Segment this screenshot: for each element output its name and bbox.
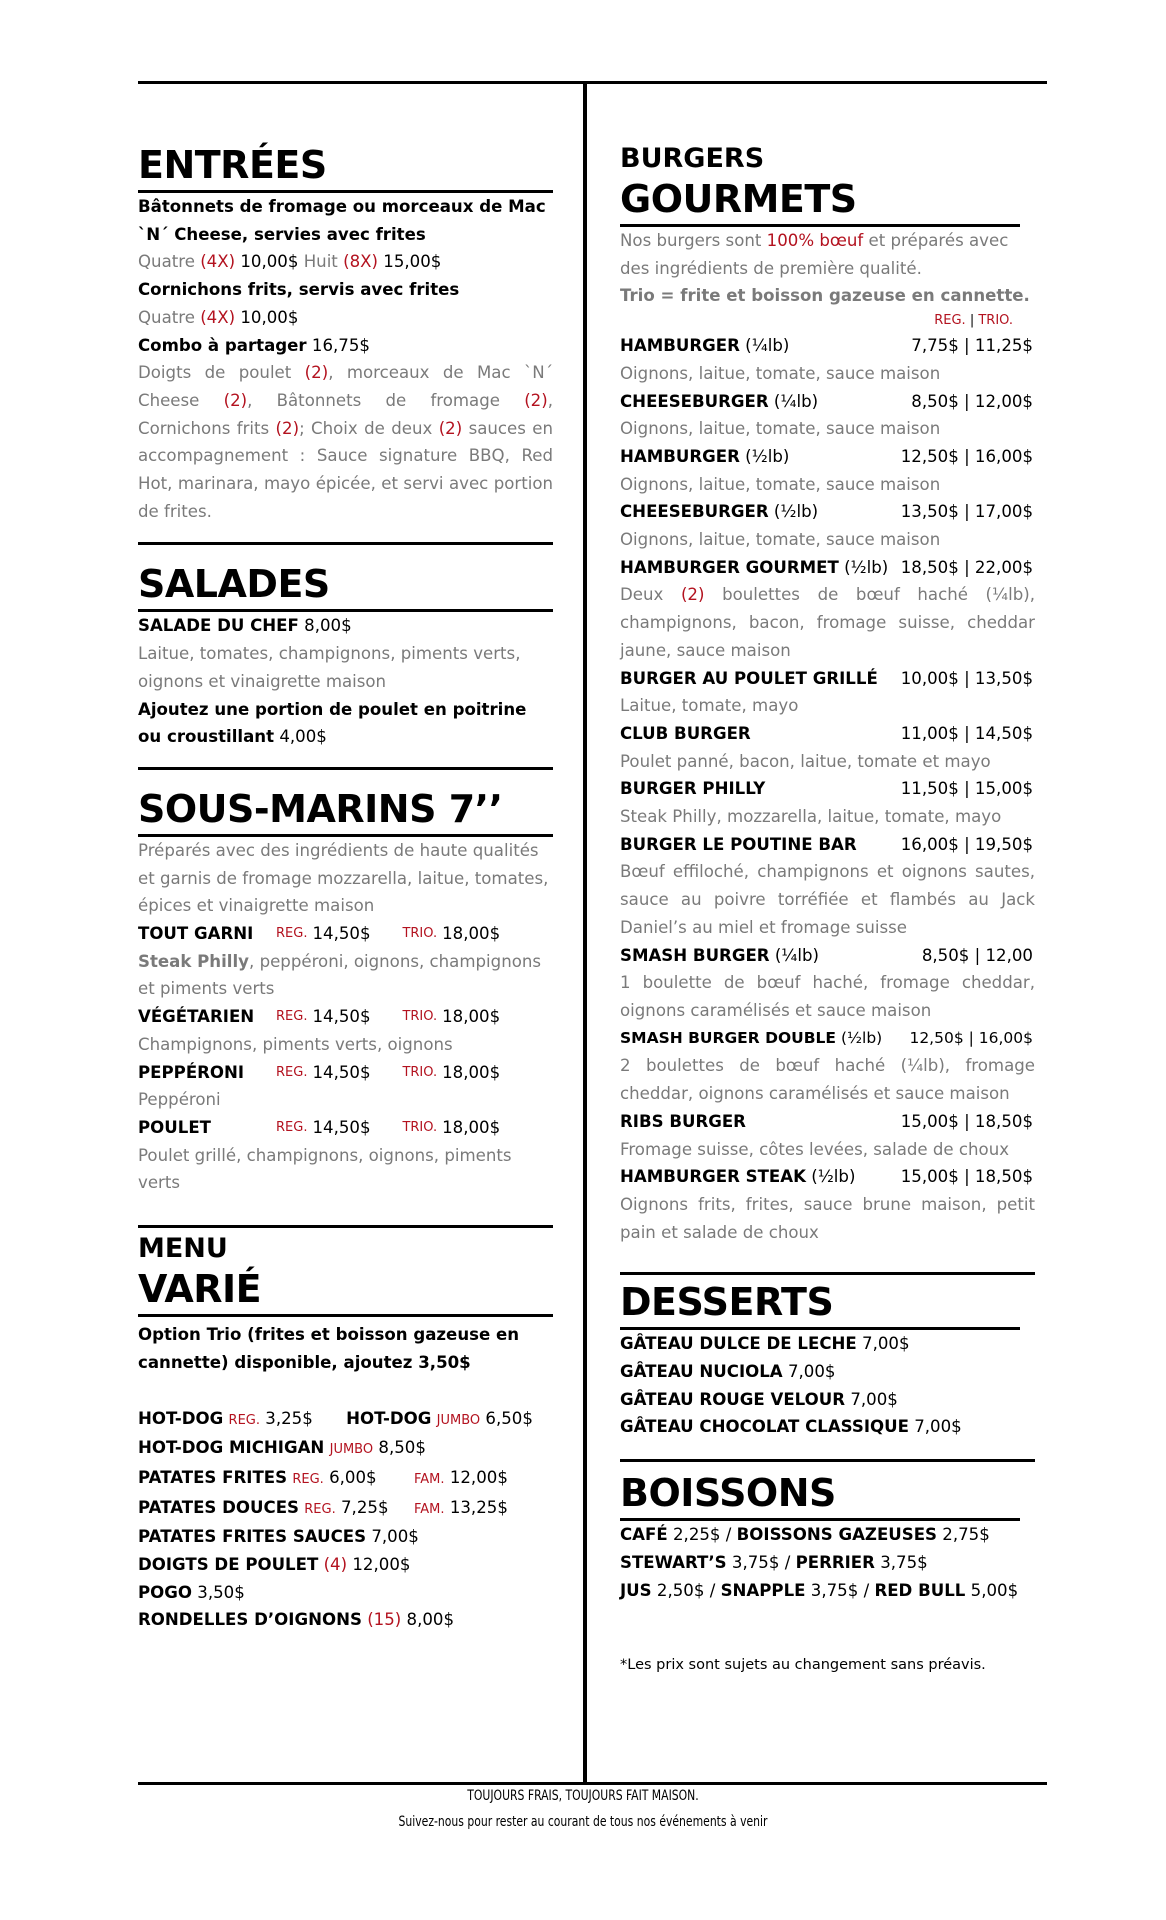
burger-label bbox=[620, 554, 888, 582]
sub-item-row bbox=[138, 1059, 553, 1087]
burger-row bbox=[620, 1025, 1035, 1053]
item-name: TOUT GARNI bbox=[138, 924, 254, 944]
desc-text: Steak Philly, mozzarella, laitue, tomate, mayo bbox=[620, 807, 1002, 827]
burger-name: RIBS BURGER bbox=[620, 1111, 746, 1131]
burger-desc bbox=[620, 692, 1035, 720]
burger-desc bbox=[620, 1191, 1035, 1246]
desc-text: Oignons, laitue, tomate, sauce maison bbox=[620, 474, 941, 494]
burger-price: 11,50$ | 15,00$ bbox=[900, 779, 1033, 799]
trio-price: 18,00$ bbox=[442, 924, 501, 944]
burger-desc bbox=[620, 1052, 1035, 1107]
item-name: PATATES FRITES SAUCES bbox=[138, 1527, 367, 1547]
burger-label bbox=[620, 1163, 855, 1191]
desserts-list bbox=[620, 1330, 1035, 1441]
burger-label bbox=[620, 775, 765, 803]
desserts-title: DESSERTS bbox=[620, 1280, 834, 1325]
trio-label: TRIO. bbox=[402, 1009, 438, 1025]
item-qty: (15) bbox=[367, 1610, 402, 1630]
separator: | bbox=[969, 313, 975, 329]
item-name: SALADE DU CHEF bbox=[138, 616, 299, 636]
desc-part: , Cornichons frits bbox=[138, 390, 553, 438]
desc-count: (2) bbox=[438, 418, 463, 438]
drink-name: PERRIER bbox=[795, 1552, 875, 1572]
center-divider bbox=[583, 84, 587, 1784]
left-column bbox=[138, 142, 553, 1634]
trio-price: 18,00$ bbox=[442, 1117, 501, 1137]
burger-row bbox=[620, 665, 1035, 693]
dessert-row bbox=[620, 1358, 1035, 1386]
drink-name: CAFÉ bbox=[620, 1525, 668, 1545]
burger-row bbox=[620, 554, 1035, 582]
burger-label bbox=[620, 443, 789, 471]
sousmarins-intro: Préparés avec des ingrédients de haute qualités et garnis de fromage mozzarella, laitue, tomates, épices et vinaigrette maison bbox=[138, 840, 549, 916]
trio-label: TRIO. bbox=[402, 1119, 438, 1135]
hotdog-row bbox=[138, 1405, 553, 1435]
burger-row bbox=[620, 720, 1035, 748]
doigts-row bbox=[138, 1551, 553, 1579]
desc-count: (2) bbox=[223, 390, 248, 410]
dessert-price: 7,00$ bbox=[850, 1389, 898, 1409]
item-price: 3,50$ bbox=[197, 1582, 245, 1602]
desc-part: Doigts de poulet bbox=[138, 363, 305, 383]
burger-row bbox=[620, 775, 1035, 803]
burger-name: BURGER PHILLY bbox=[620, 779, 766, 799]
burger-price: 7,75$ | 11,25$ bbox=[911, 336, 1033, 356]
footer-follow: Suivez-nous pour rester au courant de tous nos événements à venir bbox=[398, 1814, 768, 1830]
boissons-title: BOISSONS bbox=[620, 1471, 836, 1516]
item-price: 6,50$ bbox=[485, 1408, 533, 1428]
desc-count: (2) bbox=[524, 390, 548, 410]
entrees-item2-name: Cornichons frits, servis avec frites bbox=[138, 280, 460, 300]
burger-size: (½lb) bbox=[739, 446, 790, 466]
dessert-name: GÂTEAU ROUGE VELOUR bbox=[620, 1389, 846, 1409]
dessert-name: GÂTEAU CHOCOLAT CLASSIQUE bbox=[620, 1417, 909, 1437]
item-price: 3,25$ bbox=[265, 1408, 313, 1428]
footer bbox=[0, 1783, 1166, 1835]
burger-size: (½lb) bbox=[836, 1028, 883, 1047]
burger-row bbox=[620, 942, 1035, 970]
section-divider bbox=[138, 1225, 553, 1228]
reg-label: REG. bbox=[276, 1009, 308, 1025]
item-name: HOT-DOG bbox=[346, 1408, 432, 1428]
burger-size: (¼lb) bbox=[768, 391, 819, 411]
burger-desc bbox=[620, 803, 1035, 831]
item-name: PEPPÉRONI bbox=[138, 1062, 245, 1082]
section-divider bbox=[138, 542, 553, 545]
item-name: PATATES FRITES bbox=[138, 1467, 288, 1487]
item-name: HOT-DOG MICHIGAN bbox=[138, 1438, 325, 1458]
trio-option: Option Trio (frites et boisson gazeuse en cannette) disponible, ajoutez 3,50$ bbox=[138, 1325, 520, 1372]
burger-name: CLUB BURGER bbox=[620, 723, 751, 743]
desc-text: 1 boulette de bœuf haché, fromage cheddar, oignons caramélisés et sauce maison bbox=[620, 973, 1035, 1020]
trio-label: TRIO. bbox=[402, 926, 438, 942]
desc-text: Poulet panné, bacon, laitue, tomate et mayo bbox=[620, 751, 991, 771]
burger-size: (½lb) bbox=[805, 1167, 856, 1187]
burger-name: CHEESEBURGER bbox=[620, 391, 769, 411]
item-price: 12,00$ bbox=[449, 1467, 508, 1487]
separator: / bbox=[725, 1525, 732, 1545]
item-qty: (4) bbox=[323, 1555, 348, 1575]
burgers-section bbox=[620, 142, 1035, 1246]
item-desc bbox=[138, 1142, 553, 1197]
sauces-row bbox=[138, 1523, 553, 1551]
boissons-row-3 bbox=[620, 1577, 1035, 1605]
desc-count: (2) bbox=[680, 585, 705, 605]
salade-addon bbox=[138, 696, 553, 751]
drink-price: 3,75$ bbox=[880, 1552, 928, 1572]
burger-size: (¼lb) bbox=[739, 336, 790, 356]
desc-count: (2) bbox=[304, 363, 329, 383]
desc-part: sauces en accompagnement : Sauce signature BBQ, Red Hot, marinara, mayo épicée, et servi avec portion de frites. bbox=[138, 418, 553, 521]
reg-label: REG. bbox=[276, 1064, 308, 1080]
sub-item-row bbox=[138, 1114, 553, 1142]
right-column bbox=[620, 142, 1035, 1676]
item-desc bbox=[138, 948, 553, 1003]
entrees-item2-prices bbox=[138, 304, 553, 332]
burgers-column-header bbox=[620, 310, 1035, 332]
burgers-trio-note: Trio = frite et boisson gazeuse en cannette. bbox=[620, 286, 1030, 306]
boissons-row-1 bbox=[620, 1521, 1035, 1549]
qty-word: Huit bbox=[303, 252, 338, 272]
sousmarins-section bbox=[138, 786, 553, 1197]
top-rule bbox=[138, 81, 1047, 84]
reg-label: REG. bbox=[276, 926, 308, 942]
burger-desc bbox=[620, 748, 1035, 776]
desc-count: (2) bbox=[275, 418, 300, 438]
separator: / bbox=[709, 1580, 716, 1600]
reg-price: 14,50$ bbox=[312, 1007, 371, 1027]
trio-label: TRIO. bbox=[402, 1064, 438, 1080]
burger-name: SMASH BURGER DOUBLE bbox=[620, 1028, 837, 1047]
size-label: REG. bbox=[228, 1412, 260, 1428]
burger-label bbox=[620, 332, 789, 360]
burger-row bbox=[620, 1108, 1035, 1136]
burger-name: HAMBURGER bbox=[620, 336, 740, 356]
drink-name: SNAPPLE bbox=[720, 1580, 806, 1600]
item-name: POULET bbox=[138, 1117, 211, 1137]
price: 15,00$ bbox=[383, 252, 442, 272]
item-price: 7,00$ bbox=[371, 1527, 419, 1547]
burger-label bbox=[620, 665, 878, 693]
combo-title bbox=[138, 332, 553, 360]
item-name: PATATES DOUCES bbox=[138, 1497, 299, 1517]
burger-desc bbox=[620, 581, 1035, 664]
item-price: 6,00$ bbox=[329, 1467, 377, 1487]
item-name: HOT-DOG bbox=[138, 1408, 224, 1428]
burger-row bbox=[620, 1163, 1035, 1191]
dessert-price: 7,00$ bbox=[862, 1334, 910, 1354]
desc-part: , Bâtonnets de fromage bbox=[247, 390, 525, 410]
desc-text: Oignons, laitue, tomate, sauce maison bbox=[620, 530, 941, 550]
michigan-row bbox=[138, 1434, 553, 1464]
sub-item-row bbox=[138, 1003, 553, 1031]
salade-chef bbox=[138, 612, 553, 640]
size-label: REG. bbox=[304, 1501, 336, 1517]
entrees-item1-name: Bâtonnets de fromage ou morceaux de Mac `N´ Cheese, servies avec frites bbox=[138, 197, 546, 244]
burger-size: (¼lb) bbox=[769, 945, 820, 965]
menu-varie-title-underline bbox=[138, 1314, 553, 1317]
burger-label bbox=[620, 720, 751, 748]
intro-highlight: 100% bœuf bbox=[766, 231, 864, 250]
burger-name: BURGER AU POULET GRILLÉ bbox=[620, 668, 878, 688]
separator: / bbox=[784, 1552, 791, 1572]
reg-price: 14,50$ bbox=[312, 1117, 371, 1137]
burger-label bbox=[620, 942, 819, 970]
burger-label bbox=[620, 388, 818, 416]
burger-name: HAMBURGER GOURMET bbox=[620, 557, 839, 577]
burger-desc bbox=[620, 471, 1035, 499]
dessert-name: GÂTEAU NUCIOLA bbox=[620, 1362, 783, 1382]
addon-text: Ajoutez une portion de poulet en poitrine ou croustillant bbox=[138, 699, 527, 747]
burgers-intro bbox=[620, 227, 1035, 282]
burger-row bbox=[620, 388, 1035, 416]
burger-desc bbox=[620, 526, 1035, 554]
burger-row bbox=[620, 443, 1035, 471]
dessert-row bbox=[620, 1386, 1035, 1414]
item-price: 8,50$ bbox=[378, 1438, 426, 1458]
price-note: *Les prix sont sujets au changement sans préavis. bbox=[620, 1657, 986, 1674]
reg-price: 14,50$ bbox=[312, 1062, 371, 1082]
burger-desc bbox=[620, 415, 1035, 443]
boissons-section bbox=[620, 1470, 1035, 1604]
burger-price: 10,00$ | 13,50$ bbox=[900, 668, 1033, 688]
pogo-row bbox=[138, 1579, 553, 1607]
item-name: DOIGTS DE POULET bbox=[138, 1555, 319, 1575]
entrees-item1-prices bbox=[138, 248, 553, 276]
desc-text: 2 boulettes de bœuf haché (¼lb), fromage cheddar, oignons caramélisés et sauce maison bbox=[620, 1056, 1035, 1104]
entrees-section bbox=[138, 142, 553, 525]
desc-bold: Steak Philly bbox=[138, 951, 250, 971]
desc-text: Fromage suisse, côtes levées, salade de choux bbox=[620, 1139, 1010, 1159]
drink-price: 3,75$ bbox=[731, 1552, 780, 1572]
desc-text: Oignons, laitue, tomate, sauce maison bbox=[620, 419, 941, 439]
dessert-row bbox=[620, 1330, 1035, 1358]
drink-name: JUS bbox=[620, 1580, 652, 1600]
desc-part: , morceaux de Mac `N´ Cheese bbox=[138, 363, 553, 410]
desc-text: Poulet grillé, champignons, oignons, piments verts bbox=[138, 1145, 512, 1193]
drink-price: 5,00$ bbox=[970, 1580, 1019, 1600]
burgers-small-title: BURGERS bbox=[620, 143, 765, 174]
item-price: 12,00$ bbox=[352, 1555, 411, 1575]
qty-word: Quatre bbox=[138, 252, 195, 272]
drink-price: 3,75$ bbox=[810, 1580, 859, 1600]
combo-name: Combo à partager bbox=[138, 335, 307, 355]
size-label: JUMBO bbox=[436, 1412, 481, 1428]
separator: / bbox=[863, 1580, 870, 1600]
sousmarins-list bbox=[138, 920, 553, 1197]
burgers-title: GOURMETS bbox=[620, 177, 857, 221]
reg-label: REG. bbox=[276, 1119, 308, 1135]
sousmarins-title: SOUS-MARINS 7’’ bbox=[138, 786, 503, 831]
item-name: VÉGÉTARIEN bbox=[138, 1007, 255, 1027]
burger-name: SMASH BURGER bbox=[620, 945, 770, 965]
douces-row bbox=[138, 1494, 553, 1524]
drink-price: 2,25$ bbox=[672, 1525, 721, 1545]
menu-varie-small-title: MENU bbox=[138, 1233, 228, 1265]
combo-price: 16,75$ bbox=[311, 335, 370, 355]
burger-price: 8,50$ | 12,00 bbox=[921, 945, 1033, 965]
menu-varie-title: VARIÉ bbox=[138, 1267, 262, 1312]
desc-text: Laitue, tomate, mayo bbox=[620, 696, 799, 716]
menu-varie-section bbox=[138, 1232, 553, 1634]
footer-tagline: TOUJOURS FRAIS, TOUJOURS FAIT MAISON. bbox=[467, 1788, 699, 1804]
section-divider bbox=[138, 767, 553, 770]
desc-text: Champignons, piments verts, oignons bbox=[138, 1034, 453, 1054]
reg-price: 14,50$ bbox=[312, 924, 371, 944]
desserts-section bbox=[620, 1279, 1035, 1441]
item-desc bbox=[138, 1031, 553, 1059]
burger-size: (½lb) bbox=[768, 502, 819, 522]
burger-label bbox=[620, 1025, 882, 1053]
dessert-price: 7,00$ bbox=[914, 1417, 962, 1437]
drink-price: 2,75$ bbox=[942, 1525, 990, 1545]
desc-text: Oignons frits, frites, sauce brune maison, petit pain et salade de choux bbox=[620, 1194, 1035, 1242]
trio-label: TRIO. bbox=[978, 313, 1013, 329]
burger-row bbox=[620, 332, 1035, 360]
sub-item-row bbox=[138, 920, 553, 948]
size-label: REG. bbox=[292, 1471, 324, 1487]
dessert-price: 7,00$ bbox=[787, 1362, 836, 1382]
burger-price: 18,50$ | 22,00$ bbox=[900, 557, 1033, 577]
salades-title: SALADES bbox=[138, 562, 330, 607]
burger-label bbox=[620, 1108, 746, 1136]
burger-price: 12,50$ | 16,00$ bbox=[909, 1028, 1033, 1047]
drink-price: 2,50$ bbox=[656, 1580, 705, 1600]
price: 10,00$ bbox=[240, 307, 299, 327]
drink-name: STEWART’S bbox=[620, 1552, 727, 1572]
burger-row bbox=[620, 831, 1035, 859]
reg-label: REG. bbox=[934, 313, 966, 329]
drink-name: RED BULL bbox=[874, 1580, 966, 1600]
addon-price: 4,00$ bbox=[279, 727, 327, 747]
burger-desc bbox=[620, 1136, 1035, 1164]
burger-name: HAMBURGER bbox=[620, 446, 740, 466]
burger-price: 12,50$ | 16,00$ bbox=[900, 446, 1033, 466]
item-price: 13,25$ bbox=[449, 1497, 508, 1517]
item-desc bbox=[138, 1086, 553, 1114]
qty-count: (4X) bbox=[200, 307, 236, 327]
size-label: FAM. bbox=[414, 1471, 445, 1487]
dessert-name: GÂTEAU DULCE DE LECHE bbox=[620, 1334, 857, 1354]
drink-name: BOISSONS GAZEUSES bbox=[736, 1525, 938, 1545]
boissons-row-2 bbox=[620, 1549, 1035, 1577]
burger-row bbox=[620, 498, 1035, 526]
item-name: RONDELLES D’OIGNONS bbox=[138, 1610, 362, 1630]
desc-part: ; Choix de deux bbox=[299, 418, 439, 438]
entrees-title: ENTRÉES bbox=[138, 143, 327, 187]
combo-description bbox=[138, 359, 553, 525]
size-label: JUMBO bbox=[329, 1442, 374, 1458]
salade-chef-desc: Laitue, tomates, champignons, piments verts, oignons et vinaigrette maison bbox=[138, 644, 521, 691]
section-divider bbox=[620, 1459, 1035, 1462]
desc-part: Deux bbox=[620, 585, 681, 605]
burger-name: BURGER LE POUTINE BAR bbox=[620, 834, 857, 854]
frites-row bbox=[138, 1464, 553, 1494]
dessert-row bbox=[620, 1413, 1035, 1441]
desc-text: Peppéroni bbox=[138, 1090, 221, 1110]
desc-text: boulettes de bœuf haché (¼lb), champignons, bacon, fromage suisse, cheddar jaune, sauce maison bbox=[620, 585, 1035, 660]
trio-price: 18,00$ bbox=[442, 1007, 501, 1027]
burger-price: 13,50$ | 17,00$ bbox=[900, 502, 1033, 522]
burger-desc bbox=[620, 858, 1035, 941]
burger-size: (½lb) bbox=[838, 557, 889, 577]
intro-part: et préparés avec des ingrédients de première qualité. bbox=[620, 231, 1009, 278]
size-label: FAM. bbox=[414, 1501, 445, 1517]
intro-part: Nos burgers sont bbox=[620, 231, 767, 250]
salades-section bbox=[138, 561, 553, 751]
burger-label bbox=[620, 831, 857, 859]
burger-price: 11,00$ | 14,50$ bbox=[900, 723, 1033, 743]
item-price: 7,25$ bbox=[341, 1497, 389, 1517]
section-divider bbox=[620, 1272, 1035, 1275]
qty-count: (4X) bbox=[200, 252, 236, 272]
qty-count: (8X) bbox=[343, 252, 378, 272]
burgers-list bbox=[620, 332, 1035, 1246]
price: 10,00$ bbox=[240, 252, 299, 272]
desc-text: , peppéroni, oignons, champignons et piments verts bbox=[138, 951, 542, 999]
burger-price: 15,00$ | 18,50$ bbox=[900, 1167, 1033, 1187]
item-name: POGO bbox=[138, 1582, 192, 1602]
burger-name: CHEESEBURGER bbox=[620, 502, 769, 522]
qty-word: Quatre bbox=[138, 307, 195, 327]
burger-desc bbox=[620, 969, 1035, 1024]
desc-text: Oignons, laitue, tomate, sauce maison bbox=[620, 363, 941, 383]
rondelles-row bbox=[138, 1606, 553, 1634]
item-price: 8,00$ bbox=[304, 616, 352, 636]
burger-desc bbox=[620, 360, 1035, 388]
burger-price: 16,00$ | 19,50$ bbox=[900, 834, 1033, 854]
burger-price: 8,50$ | 12,00$ bbox=[911, 391, 1033, 411]
burger-label bbox=[620, 498, 818, 526]
desc-text: Bœuf effiloché, champignons et oignons sautes, sauce au poivre torréfiée et flambés au Jack Daniel’s au miel et fromage suisse bbox=[620, 862, 1035, 937]
burger-price: 15,00$ | 18,50$ bbox=[900, 1111, 1033, 1131]
burger-name: HAMBURGER STEAK bbox=[620, 1167, 806, 1187]
trio-price: 18,00$ bbox=[442, 1062, 501, 1082]
item-price: 8,00$ bbox=[406, 1610, 455, 1630]
